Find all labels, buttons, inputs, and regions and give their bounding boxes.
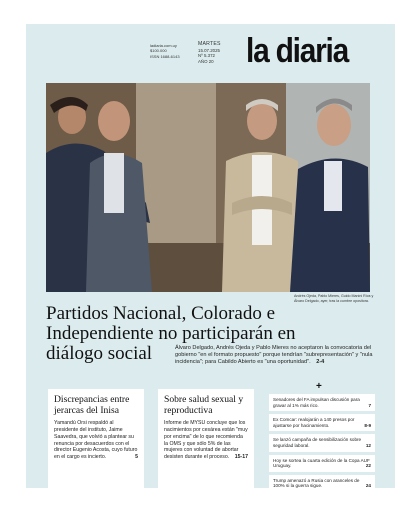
date: 15.07.2025 — [198, 47, 220, 53]
brief-item[interactable] — [269, 394, 375, 411]
brief-page-ref: 8-9 — [364, 422, 371, 428]
price: $100.000 — [150, 48, 167, 54]
lead-headline[interactable]: Partidos Nacional, Colorado e Independiente no participarán en diálogo social — [46, 303, 296, 364]
brief-text: Ex Comcar: realojarán a 140 presos por ajustarse por hacinamiento. — [273, 417, 355, 428]
lead-photo — [46, 83, 370, 292]
brief-text: Se lanzó campaña de sensibilización sobre seguridad laboral. — [273, 437, 362, 448]
masthead-info — [150, 43, 180, 59]
brief-text: Trump amenazó a Rusia con aranceles de 100% si la guerra sigue. — [273, 477, 360, 488]
story-box[interactable] — [48, 389, 144, 488]
briefs-list — [269, 394, 375, 488]
brief-text: Senadores del FA impulsan discusión para gravar al 1% más rico. — [273, 397, 360, 408]
masthead — [26, 24, 395, 82]
story-page-ref: 15-17 — [234, 454, 248, 461]
lead-summary — [175, 345, 375, 366]
story-title: Discrepancias entre jerarcas del Inisa — [54, 394, 130, 416]
story-body — [164, 420, 248, 461]
brief-item[interactable] — [269, 414, 375, 431]
masthead-date — [198, 42, 221, 64]
brief-item[interactable] — [269, 475, 375, 488]
lead-summary-text: Álvaro Delgado, Andrés Ojeda y Pablo Mieres no aceptaron la convocatoria del gobierno "en el formato propuesto" porque tendrían "subrepresentación" y "nula incidencia"; para Cabildo Abierto es "una oportunidad". — [175, 345, 373, 365]
briefs-column — [269, 382, 375, 488]
plus-icon: + — [316, 381, 322, 392]
weekday: MARTES — [198, 41, 221, 47]
brief-page-ref: 22 — [365, 463, 371, 469]
story-text: Informe de MYSU concluye que los nacimientos por cesárea están "muy por encima" de lo que recomienda la OMS y que sólo 5% de las mujeres con voluntad de abortar desisten durante el proceso. — [164, 420, 248, 461]
issue-number: Nº 5.372 — [198, 53, 215, 59]
story-text: Yamandú Orsi respaldó al presidente del instituto, Jaime Saavedra, que volvió a plantear su renuncia por desacuerdos con el director Eugenio Acosta, cuyo futuro en el cargo es incierto. — [54, 420, 138, 461]
story-title: Sobre salud sexual y reproductiva — [164, 394, 244, 416]
photo-caption: Andrés Ojeda, Pablo Mieres, Guido Manini Ríos y Álvaro Delgado, ayer, tras la cumbre opositora. — [294, 294, 374, 303]
brief-page-ref: 7 — [368, 402, 371, 408]
brief-item[interactable] — [269, 455, 375, 472]
front-page — [26, 24, 395, 488]
issn: ISSN 1688-6143 — [150, 53, 180, 59]
newspaper-logo[interactable]: la diaria — [246, 32, 349, 70]
story-page-ref: 5 — [135, 454, 138, 461]
year: AÑO 20 — [198, 58, 214, 64]
story-body — [54, 420, 138, 461]
lead-page-ref: 2-4 — [316, 359, 325, 365]
site-url[interactable]: ladiaria.com.uy — [150, 43, 177, 48]
brief-page-ref: 24 — [365, 483, 371, 488]
story-box[interactable] — [158, 389, 254, 488]
brief-item[interactable] — [269, 434, 375, 451]
brief-page-ref: 12 — [365, 442, 371, 448]
brief-text: Hoy se sortea la cuarta edición de la Copa AUF Uruguay. — [273, 457, 370, 469]
